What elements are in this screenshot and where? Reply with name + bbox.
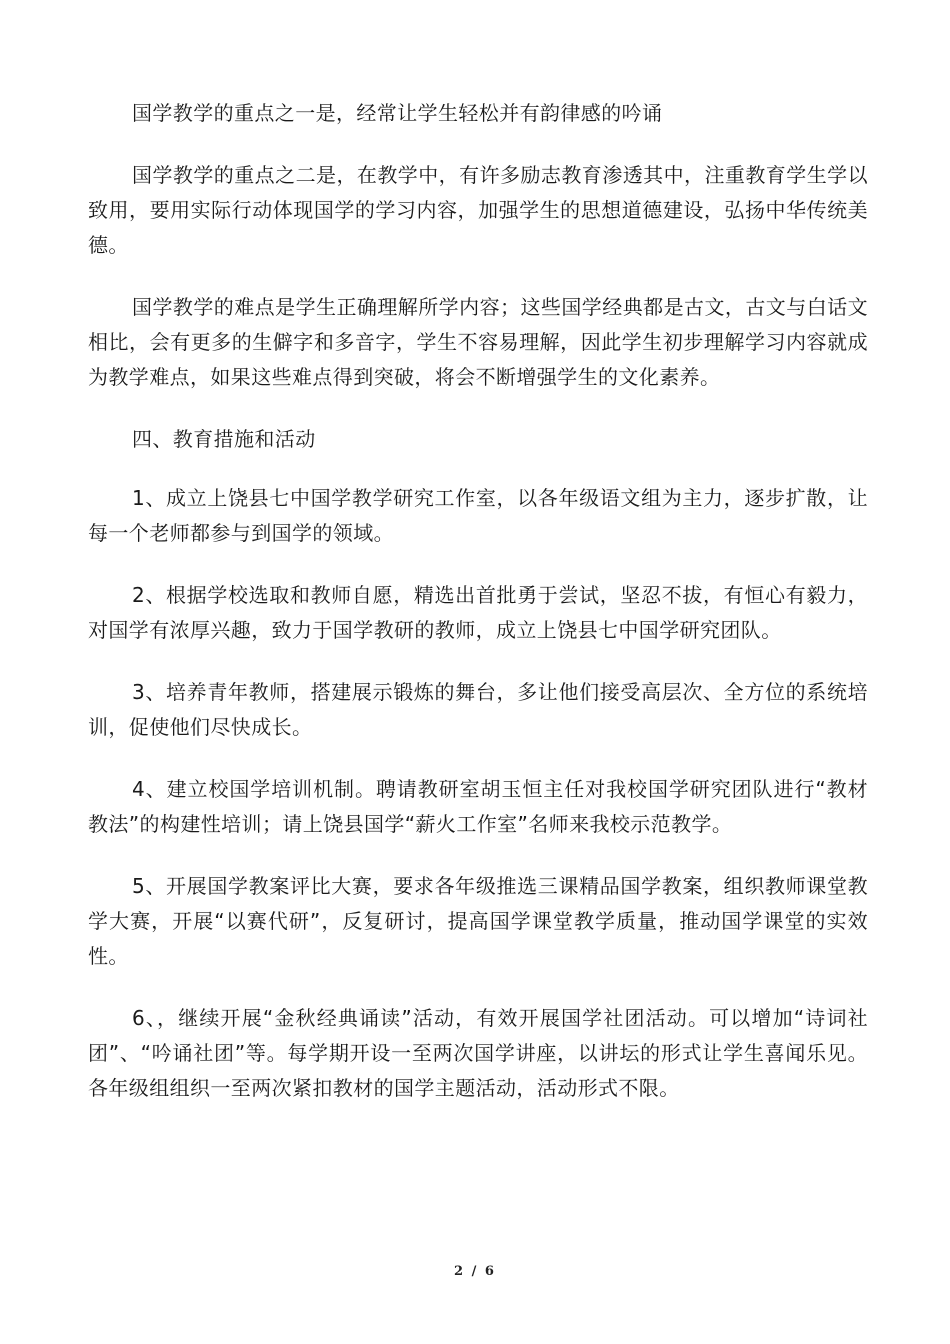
list-item-2: 2、根据学校选取和教师自愿，精选出首批勇于尝试，坚忍不拔，有恒心有毅力，对国学有浓厚兴趣，致力于国学教研的教师，成立上饶县七中国学研究团队。 (88, 583, 868, 642)
paragraph-key-point-two: 国学教学的重点之二是，在教学中，有许多励志教育渗透其中，注重教育学生学以致用，要用实际行动体现国学的学习内容，加强学生的思想道德建设，弘扬中华传统美德。 (88, 163, 868, 257)
document-body (88, 96, 868, 1133)
list-item-4: 4、建立校国学培训机制。聘请教研室胡玉恒主任对我校国学研究团队进行“教材教法”的构建性培训；请上饶县国学“薪火工作室”名师来我校示范教学。 (88, 777, 868, 836)
list-item-6: 6、，继续开展“金秋经典诵读”活动，有效开展国学社团活动。可以增加“诗词社团”、“吟诵社团”等。每学期开设一至两次国学讲座，以讲坛的形式让学生喜闻乐见。各年级组组织一至两次紧扣教材的国学主题活动，活动形式不限。 (88, 1006, 868, 1100)
list-item-3: 3、培养青年教师，搭建展示锻炼的舞台，多让他们接受高层次、全方位的系统培训，促使他们尽快成长。 (88, 680, 868, 739)
list-item-1: 1、成立上饶县七中国学教学研究工作室，以各年级语文组为主力，逐步扩散，让每一个老师都参与到国学的领域。 (88, 486, 868, 545)
paragraph-key-point-one: 国学教学的重点之一是，经常让学生轻松并有韵律感的吟诵 (132, 101, 663, 125)
paragraph-difficulty: 国学教学的难点是学生正确理解所学内容；这些国学经典都是古文，古文与白话文相比，会有更多的生僻字和多音字，学生不容易理解，因此学生初步理解学习内容就成为教学难点，如果这些难点得到突破，将会不断增强学生的文化素养。 (88, 295, 868, 389)
list-item-5: 5、开展国学教案评比大赛，要求各年级推选三课精品国学教案，组织教师课堂教学大赛，开展“以赛代研”，反复研讨，提高国学课堂教学质量，推动国学课堂的实效性。 (88, 874, 868, 968)
page-number: 2 / 6 (454, 1264, 496, 1279)
section-heading-measures: 四、教育措施和活动 (132, 427, 316, 451)
